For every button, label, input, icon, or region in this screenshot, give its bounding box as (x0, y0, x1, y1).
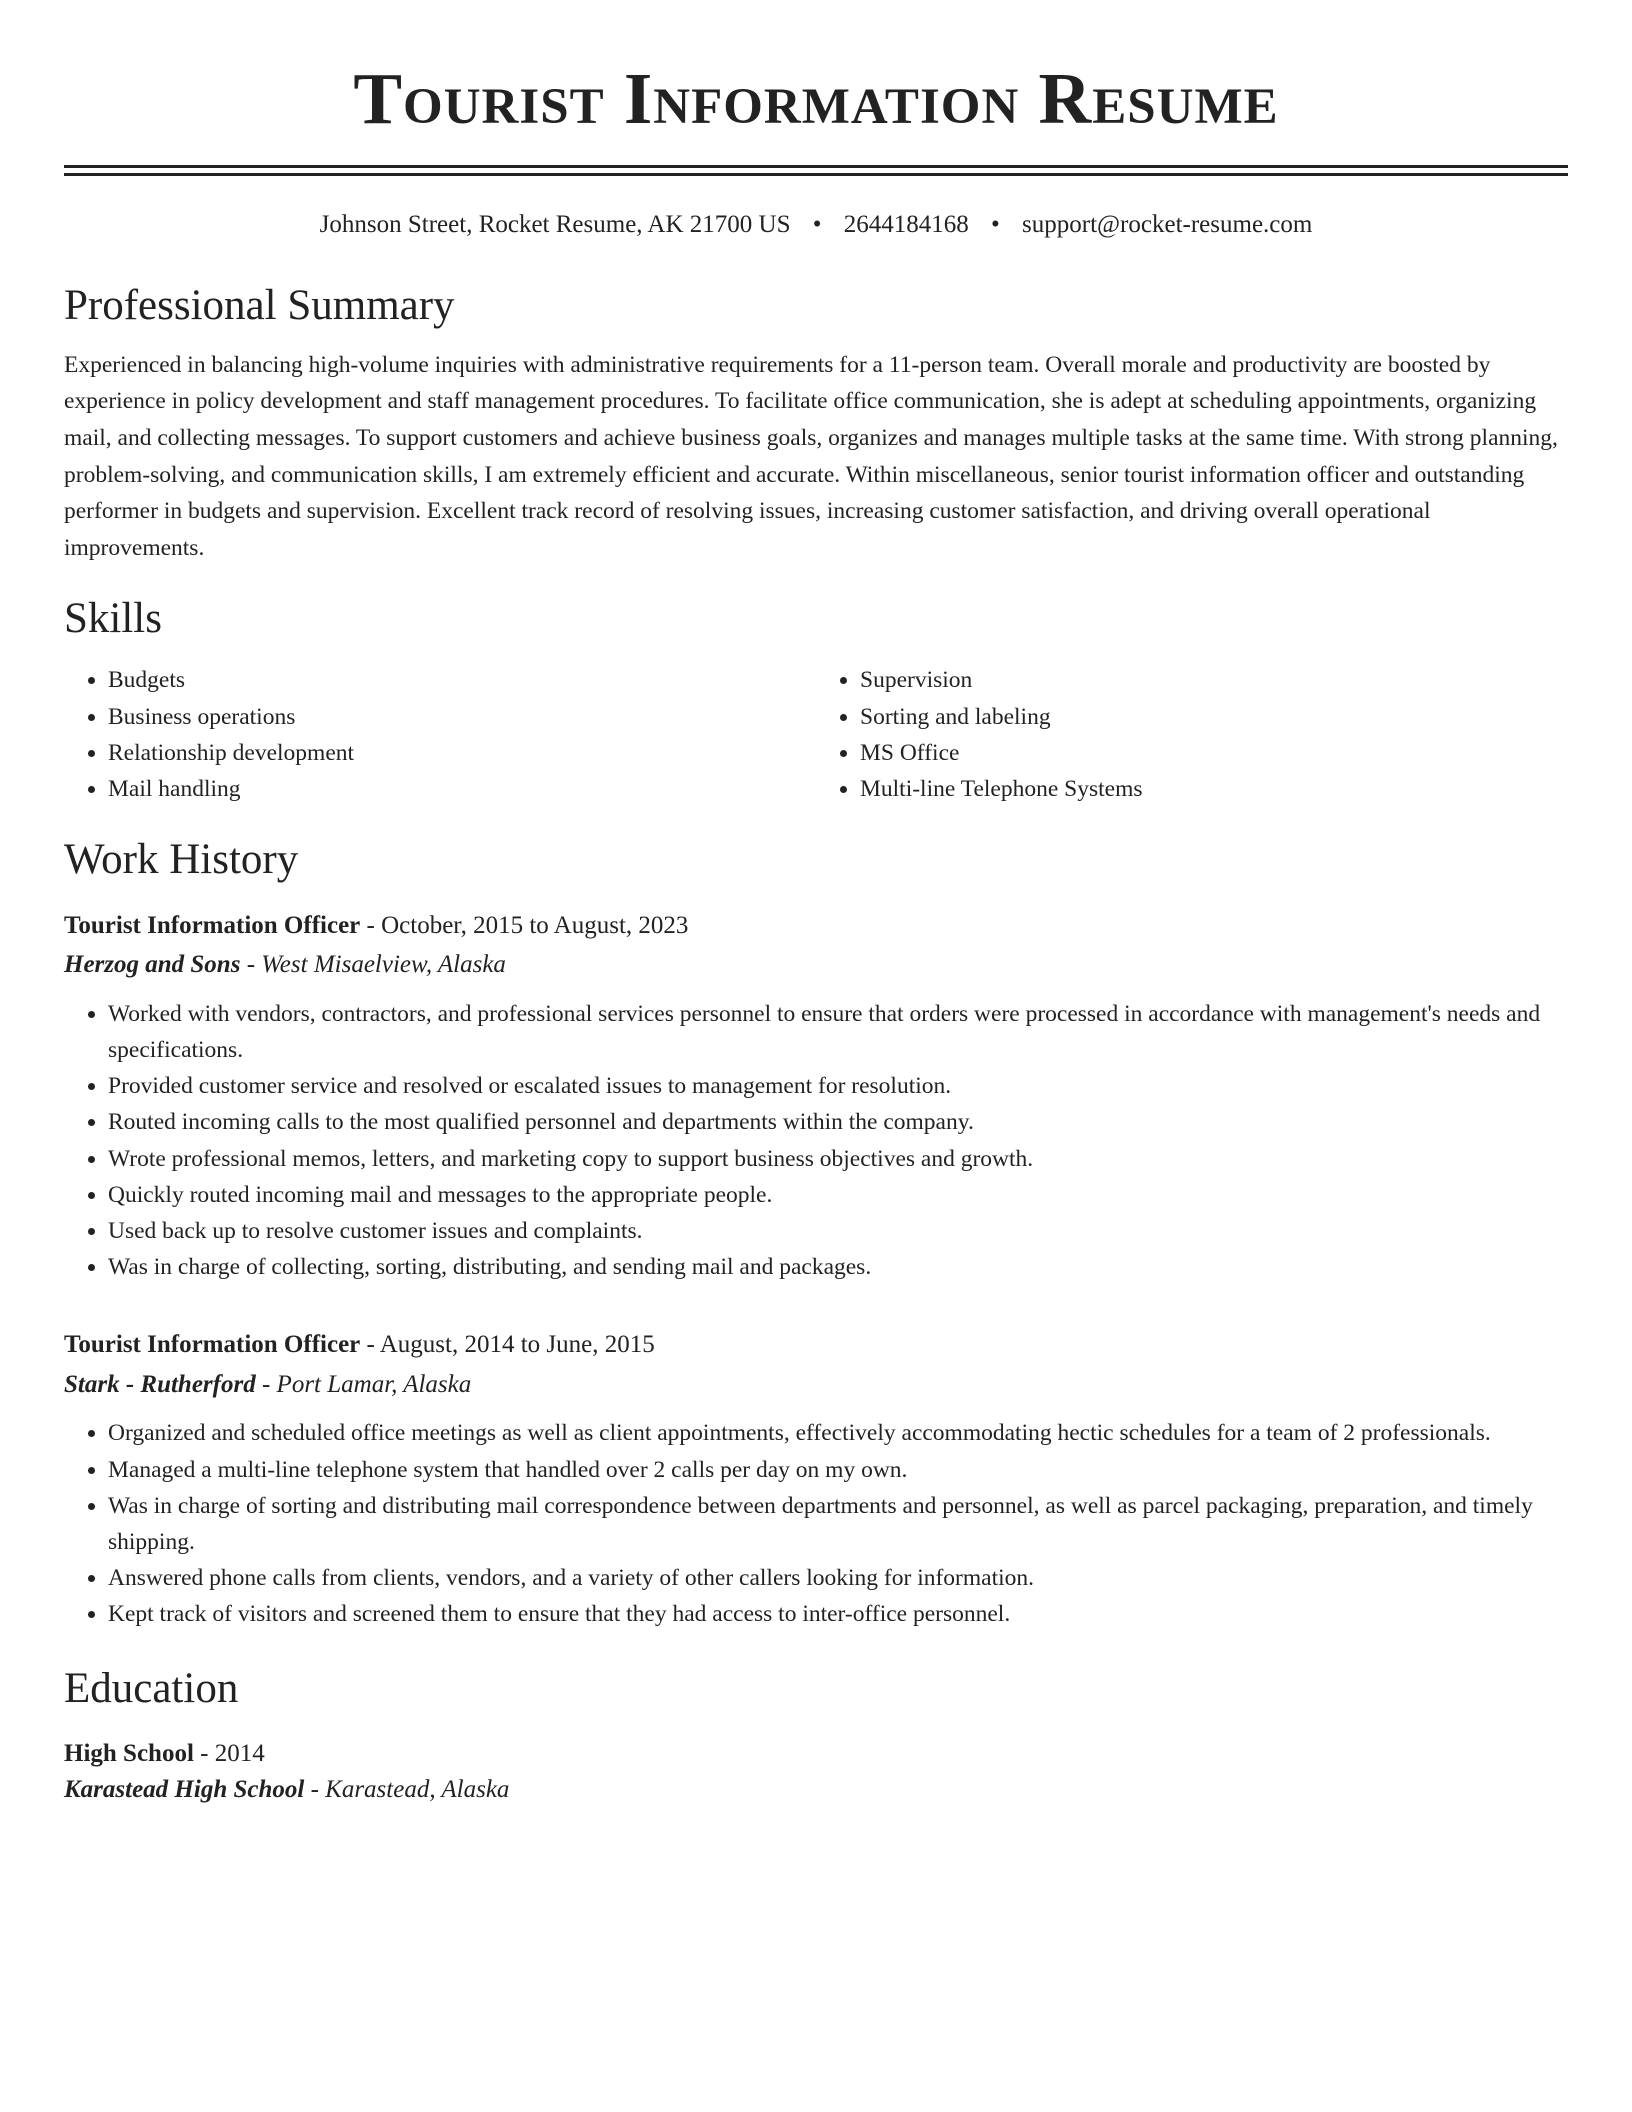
duty-item: • Managed a multi-line telephone system that handled over 2 calls per day on my own. (108, 1452, 1568, 1488)
work-history-heading: Work History (64, 836, 299, 884)
duty-item: • Organized and scheduled office meetings as well as client appointments, effectively accommodating hectic schedules for a team of 2 professionals. (108, 1415, 1568, 1451)
duty-item: • Was in charge of sorting and distributing mail correspondence between departments and personnel, as well as parcel packaging, preparation, and timely shipping. (108, 1488, 1568, 1560)
duty-item: • Was in charge of collecting, sorting, distributing, and sending mail and packages. (108, 1249, 1568, 1285)
duty-item: • Kept track of visitors and screened them to ensure that they had access to inter-office personnel. (108, 1596, 1568, 1632)
title-divider (64, 165, 1568, 176)
company-line (64, 1369, 1568, 1402)
skill-item: • Business operations (108, 699, 816, 735)
skill-item: • Supervision (860, 662, 1568, 698)
contact-email: support@rocket-resume.com (1022, 211, 1313, 238)
education-degree: High School (64, 1740, 194, 1768)
contact-line (64, 210, 1568, 240)
skills-column-right (816, 662, 1568, 807)
skill-item: • MS Office (860, 735, 1568, 771)
contact-phone: 2644184168 (843, 211, 969, 238)
education-degree-line (64, 1738, 1568, 1771)
company-location: West Misaelview, Alaska (261, 951, 506, 979)
skills-list (64, 662, 1568, 807)
resume-title: Tourist Information Resume (353, 58, 1279, 139)
company-location: Port Lamar, Alaska (276, 1370, 472, 1398)
dash: - (304, 1775, 326, 1803)
dash: - (255, 1370, 277, 1398)
dash: - (360, 911, 382, 939)
duty-item: • Wrote professional memos, letters, and marketing copy to support business objectives and growth. (108, 1141, 1568, 1177)
education-heading: Education (64, 1664, 239, 1712)
duty-item: • Used back up to resolve customer issues and complaints. (108, 1213, 1568, 1249)
education-school-line (64, 1774, 1568, 1807)
job-entry (64, 910, 1568, 1286)
job-title-line (64, 1329, 1568, 1362)
job-title-line (64, 910, 1568, 943)
skill-item: • Mail handling (108, 771, 816, 807)
job-entry (64, 1329, 1568, 1632)
dash: - (193, 1740, 215, 1768)
job-duties (64, 1415, 1568, 1632)
education-location: Karastead, Alaska (325, 1775, 510, 1803)
duty-item: • Provided customer service and resolved or escalated issues to management for resolution. (108, 1068, 1568, 1104)
skill-item: • Multi-line Telephone Systems (860, 771, 1568, 807)
job-title: Tourist Information Officer (64, 911, 361, 939)
duty-item: • Worked with vendors, contractors, and professional services personnel to ensure that orders were processed in accordance with management's needs and specifications. (108, 996, 1568, 1068)
skill-item: • Budgets (108, 662, 816, 698)
contact-separator: • (991, 211, 1000, 238)
duty-item: • Routed incoming calls to the most qualified personnel and departments within the company. (108, 1104, 1568, 1140)
skills-heading: Skills (64, 594, 162, 642)
contact-separator: • (812, 211, 822, 238)
summary-text: Experienced in balancing high-volume inquiries with administrative requirements for a 11-person team. Overall morale and productivity are boosted by experience in policy development and staff management procedures. To facilitate office communication, she is adept at scheduling appointments, organizing mail, and collecting messages. To support customers and achieve business goals, organizes and manages multiple tasks at the same time. With strong planning, problem-solving, and communication skills, I am extremely efficient and accurate. Within miscellaneous, senior tourist information officer and outstanding performer in budgets and supervision. Excellent track record of resolving issues, increasing customer satisfaction, and driving overall operational improvements. (64, 351, 1558, 562)
job-dates: August, 2014 to June, 2015 (379, 1331, 655, 1359)
duty-item: • Answered phone calls from clients, vendors, and a variety of other callers looking for information. (108, 1560, 1568, 1596)
education-school: Karastead High School (64, 1775, 305, 1803)
dash: - (360, 1331, 380, 1359)
job-duties (64, 996, 1568, 1286)
company-name: Stark - Rutherford (64, 1370, 256, 1398)
dash: - (240, 951, 262, 979)
job-title: Tourist Information Officer (64, 1331, 361, 1359)
job-dates: October, 2015 to August, 2023 (381, 911, 689, 939)
skills-column-left (64, 662, 816, 807)
company-line (64, 949, 1568, 982)
education-year: 2014 (214, 1740, 265, 1768)
company-name: Herzog and Sons (64, 951, 241, 979)
contact-address: Johnson Street, Rocket Resume, AK 21700 US (319, 211, 791, 238)
duty-item: • Quickly routed incoming mail and messages to the appropriate people. (108, 1177, 1568, 1213)
summary-heading: Professional Summary (64, 282, 455, 329)
skill-item: • Sorting and labeling (860, 699, 1568, 735)
skill-item: • Relationship development (108, 735, 816, 771)
